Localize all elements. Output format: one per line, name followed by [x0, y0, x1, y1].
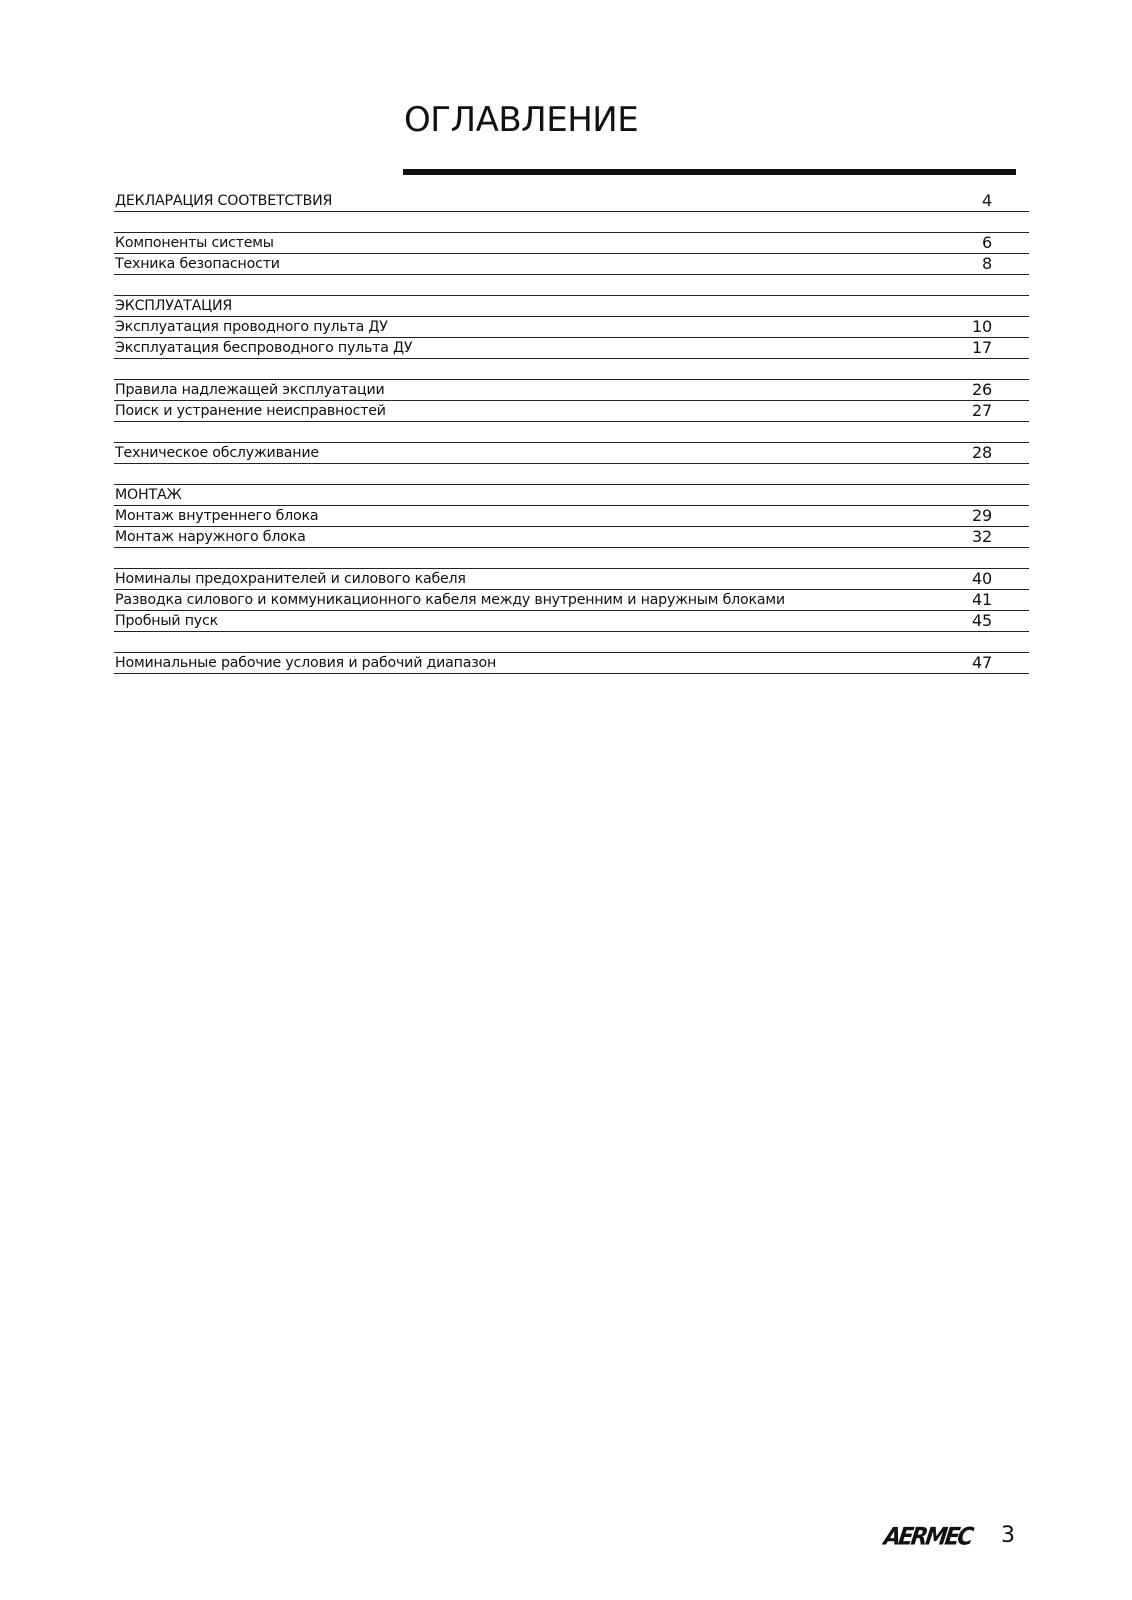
toc-entry-page: 10 [972, 317, 992, 336]
toc-group [114, 232, 1029, 275]
toc-entry-page: 45 [972, 611, 992, 630]
toc-entry-page: 8 [982, 254, 992, 273]
toc-group [114, 442, 1029, 464]
toc-group [114, 484, 1029, 548]
toc-entry-page: 26 [972, 380, 992, 399]
table-of-contents [114, 191, 1029, 674]
toc-entry[interactable] [114, 506, 1029, 527]
toc-entry-label: Монтаж внутреннего блока [115, 508, 319, 524]
toc-group [114, 295, 1029, 359]
toc-entry[interactable] [114, 191, 1029, 212]
toc-entry-page: 28 [972, 443, 992, 462]
toc-entry-label: Эксплуатация беспроводного пульта ДУ [115, 340, 413, 356]
toc-entry-page: 17 [972, 338, 992, 357]
toc-entry-page: 29 [972, 506, 992, 525]
toc-group [114, 191, 1029, 212]
toc-entry-page: 27 [972, 401, 992, 420]
toc-entry[interactable] [114, 380, 1029, 401]
toc-entry[interactable] [114, 527, 1029, 548]
toc-entry-label: Пробный пуск [115, 613, 218, 629]
toc-entry-label: Правила надлежащей эксплуатации [115, 382, 385, 398]
toc-entry[interactable] [114, 569, 1029, 590]
title-rule [403, 169, 1016, 175]
toc-entry-page: 41 [972, 590, 992, 609]
toc-entry[interactable] [114, 653, 1029, 674]
toc-entry[interactable] [114, 443, 1029, 464]
toc-entry-label: Техника безопасности [115, 256, 280, 272]
toc-entry-page: 47 [972, 653, 992, 672]
toc-entry[interactable] [114, 338, 1029, 359]
toc-entry-label: ДЕКЛАРАЦИЯ СООТВЕТСТВИЯ [115, 193, 333, 209]
page-number: 3 [1001, 1523, 1015, 1548]
toc-entry-page: 6 [982, 233, 992, 252]
toc-entry[interactable] [114, 233, 1029, 254]
toc-group [114, 568, 1029, 632]
toc-entry-label: Компоненты системы [115, 235, 274, 251]
toc-entry-page: 40 [972, 569, 992, 588]
toc-entry-page: 32 [972, 527, 992, 546]
toc-entry-label: Поиск и устранение неисправностей [115, 403, 386, 419]
toc-entry-page: 4 [982, 191, 992, 210]
toc-entry[interactable] [114, 485, 1029, 506]
toc-entry-label: МОНТАЖ [115, 487, 182, 503]
toc-group [114, 652, 1029, 674]
toc-group [114, 379, 1029, 422]
toc-entry-label: ЭКСПЛУАТАЦИЯ [115, 298, 233, 314]
toc-entry-label: Монтаж наружного блока [115, 529, 306, 545]
toc-entry-label: Номиналы предохранителей и силового кабеля [115, 571, 466, 587]
toc-entry-label: Эксплуатация проводного пульта ДУ [115, 319, 388, 335]
toc-entry[interactable] [114, 317, 1029, 338]
toc-entry[interactable] [114, 590, 1029, 611]
page-title: ОГЛАВЛЕНИЕ [404, 100, 639, 140]
toc-entry[interactable] [114, 401, 1029, 422]
toc-entry-label: Номинальные рабочие условия и рабочий диапазон [115, 655, 497, 671]
toc-entry-label: Техническое обслуживание [115, 445, 319, 461]
toc-entry-label: Разводка силового и коммуникационного кабеля между внутренним и наружным блоками [115, 592, 785, 608]
toc-entry[interactable] [114, 611, 1029, 632]
brand-logo: AERMEC [882, 1523, 973, 1552]
toc-entry[interactable] [114, 254, 1029, 275]
toc-entry[interactable] [114, 296, 1029, 317]
